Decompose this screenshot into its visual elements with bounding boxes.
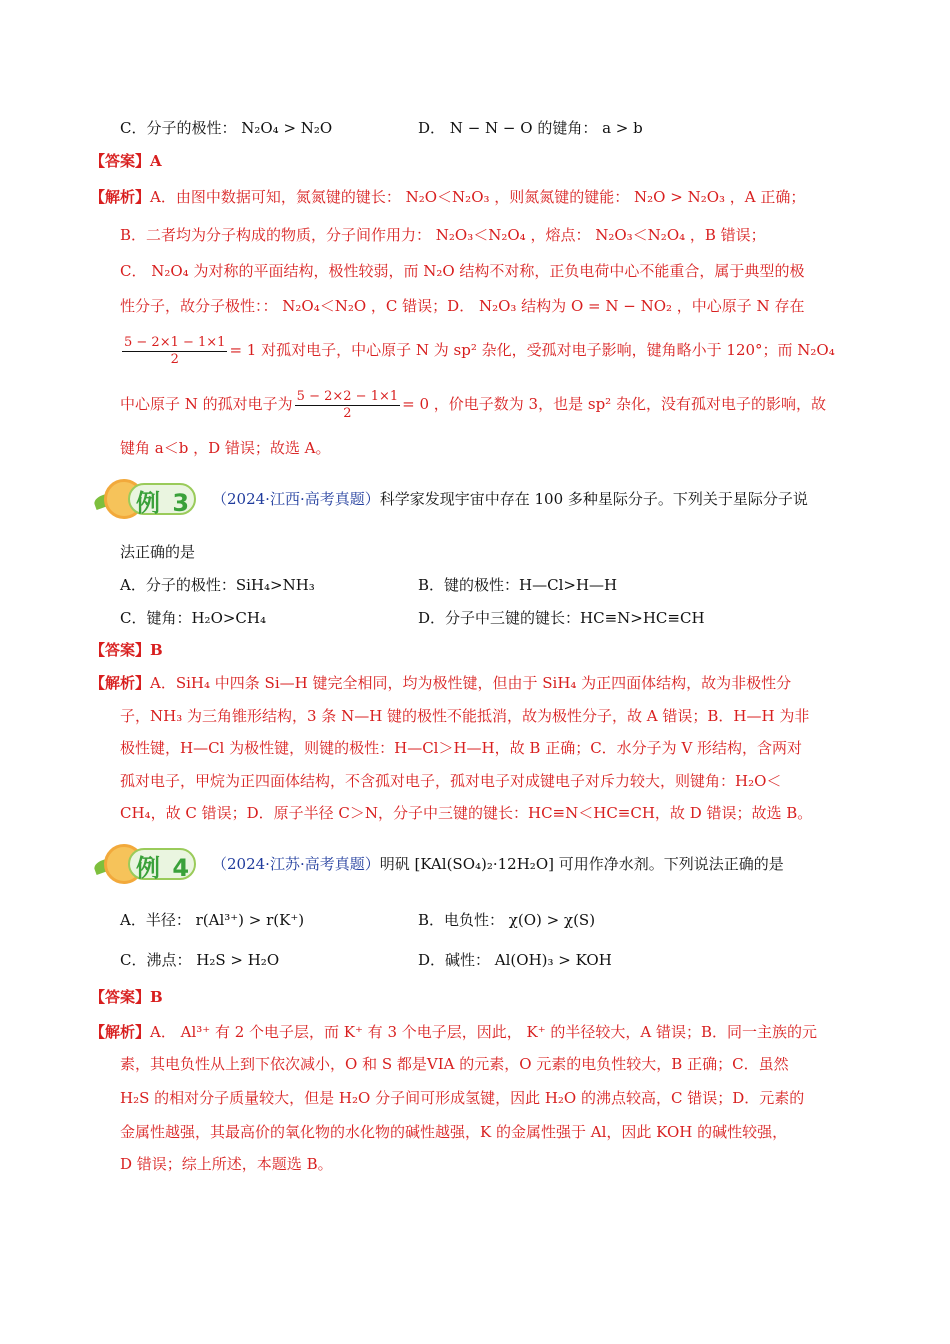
example-3-explanation-5: CH₄，故 C 错误；D．原子半径 C＞N，分子中三键的键长：HC≡N＜HC≡CH，故 D 错误；故选 B。 <box>120 804 813 822</box>
explanation-line-6 <box>120 384 826 424</box>
example-4-option-a: A．半径： r(Al³⁺) > r(K⁺) <box>120 911 305 929</box>
example-4-explanation-1 <box>90 1021 817 1043</box>
example-3-label: 例 3 <box>136 489 192 517</box>
example-4-option-d: D．碱性： Al(OH)₃ > KOH <box>418 951 612 969</box>
example-3-option-a: A．分子的极性：SiH₄>NH₃ <box>120 576 315 594</box>
example-3-explanation-tag: 【解析】 <box>90 674 151 692</box>
fraction-2-numerator: 5 − 2×2 − 1×1 <box>296 388 399 404</box>
example-4-answer <box>90 986 163 1008</box>
example-3-source: （2024·江西·高考真题） <box>212 490 380 508</box>
example-4-question-text: 明矾 [KAl(SO₄)₂·12H₂O] 可用作净水剂。下列说法正确的是 <box>379 855 784 873</box>
example-4-explanation-4: 金属性越强，其最高价的氧化物的水化物的碱性越强，K 的金属性强于 Al，因此 KOH 的碱性较强， <box>120 1123 788 1141</box>
example-3-question-cont: 法正确的是 <box>120 543 196 561</box>
example-3-explanation-3: 极性键，H—Cl 为极性键，则键的极性：H—Cl＞H—H，故 B 正确；C．水分子为 V 形结构，含两对 <box>120 739 803 757</box>
answer-tag: 【答案】 <box>90 152 151 170</box>
example-3-option-b: B．键的极性：H—Cl>H—H <box>418 576 618 594</box>
example-4-answer-value: B <box>150 988 163 1006</box>
example-3-option-d: D．分子中三键的键长：HC≡N>HC≡CH <box>418 609 705 627</box>
example-3-answer-value: B <box>150 641 163 659</box>
example-3-question <box>212 488 808 510</box>
explanation-line-4: 性分子，故分子极性：： N₂O₄＜N₂O ，C 错误；D． N₂O₃ 结构为 O = N − NO₂ ，中心原子 N 存在 <box>120 297 805 315</box>
answer-line <box>90 150 162 172</box>
example-4-explanation-tag: 【解析】 <box>90 1023 151 1041</box>
explanation-line-2: B．二者均为分子构成的物质，分子间作用力： N₂O₃＜N₂O₄ ，熔点： N₂O₃＜N₂O₄ ，B 错误； <box>120 226 766 244</box>
option-d: D． N − N − O 的键角： a > b <box>418 119 643 137</box>
example-3-explanation-text: A．SiH₄ 中四条 Si—H 键完全相同，均为极性键，但由于 SiH₄ 为正四面体结构，故为非极性分 <box>150 674 792 692</box>
example-4-option-c: C．沸点： H₂S > H₂O <box>120 951 280 969</box>
explanation-line-5-text: = 1 对孤对电子，中心原子 N 为 sp² 杂化，受孤对电子影响，键角略小于 120°；而 N₂O₄ <box>229 341 835 359</box>
example-4-explanation-text: A． Al³⁺ 有 2 个电子层，而 K⁺ 有 3 个电子层，因此， K⁺ 的半径较大，A 错误；B．同一主族的元 <box>150 1023 818 1041</box>
fraction-1-denominator: 2 <box>170 351 179 367</box>
example-4-badge <box>92 842 202 886</box>
example-3-explanation-4: 孤对电子，甲烷为正四面体结构，不含孤对电子，孤对电子对成键电子对斥力较大，则键角：H₂O＜ <box>120 772 782 790</box>
explanation-line-7: 键角 a＜b ，D 错误；故选 A。 <box>120 439 331 457</box>
example-4-answer-tag: 【答案】 <box>90 988 151 1006</box>
explanation-line-3: C． N₂O₄ 为对称的平面结构，极性较弱，而 N₂O 结构不对称，正负电荷中心不能重合，属于典型的极 <box>120 262 805 280</box>
example-3-explanation-1 <box>90 672 791 694</box>
fraction-1-numerator: 5 − 2×1 − 1×1 <box>124 334 226 350</box>
explanation-line-6-prefix: 中心原子 N 的孤对电子为 <box>120 395 293 413</box>
explanation-line-1 <box>90 186 805 208</box>
example-3-question-text: 科学家发现宇宙中存在 100 多种星际分子。下列关于星际分子说 <box>379 490 808 508</box>
example-4-source: （2024·江苏·高考真题） <box>212 855 380 873</box>
explanation-text: A．由图中数据可知，氮氮键的键长： N₂O＜N₂O₃ ，则氮氮键的键能： N₂O > N₂O₃ ，A 正确； <box>150 188 806 206</box>
example-4-option-b: B．电负性： χ(O) > χ(S) <box>418 911 596 929</box>
example-3-answer-tag: 【答案】 <box>90 641 151 659</box>
fraction-2-denominator: 2 <box>343 405 352 421</box>
example-3-explanation-2: 子，NH₃ 为三角锥形结构，3 条 N—H 键的极性不能抵消，故为极性分子，故 A 错误；B．H—H 为非 <box>120 707 810 725</box>
example-4-explanation-3: H₂S 的相对分子质量较大，但是 H₂O 分子间可形成氢键，因此 H₂O 的沸点较高，C 错误；D．元素的 <box>120 1089 805 1107</box>
explanation-line-6-text: = 0 ，价电子数为 3，也是 sp² 杂化，没有孤对电子的影响，故 <box>402 395 826 413</box>
explanation-line-5 <box>120 330 835 370</box>
example-3-answer <box>90 639 163 661</box>
example-4-question <box>212 853 784 875</box>
example-3-badge <box>92 477 202 521</box>
fraction-2 <box>295 389 400 422</box>
example-4-explanation-5: D 错误；综上所述，本题选 B。 <box>120 1155 333 1173</box>
example-4-explanation-2: 素，其电负性从上到下依次减小，O 和 S 都是VIA 的元素，O 元素的电负性较大，B 正确；C．虽然 <box>120 1055 789 1073</box>
example-4-label: 例 4 <box>136 854 192 882</box>
option-c: C．分子的极性： N₂O₄ > N₂O <box>120 119 333 137</box>
answer-value: A <box>150 152 162 170</box>
explanation-tag: 【解析】 <box>90 188 151 206</box>
fraction-1 <box>122 335 227 368</box>
example-3-option-c: C．键角：H₂O>CH₄ <box>120 609 267 627</box>
